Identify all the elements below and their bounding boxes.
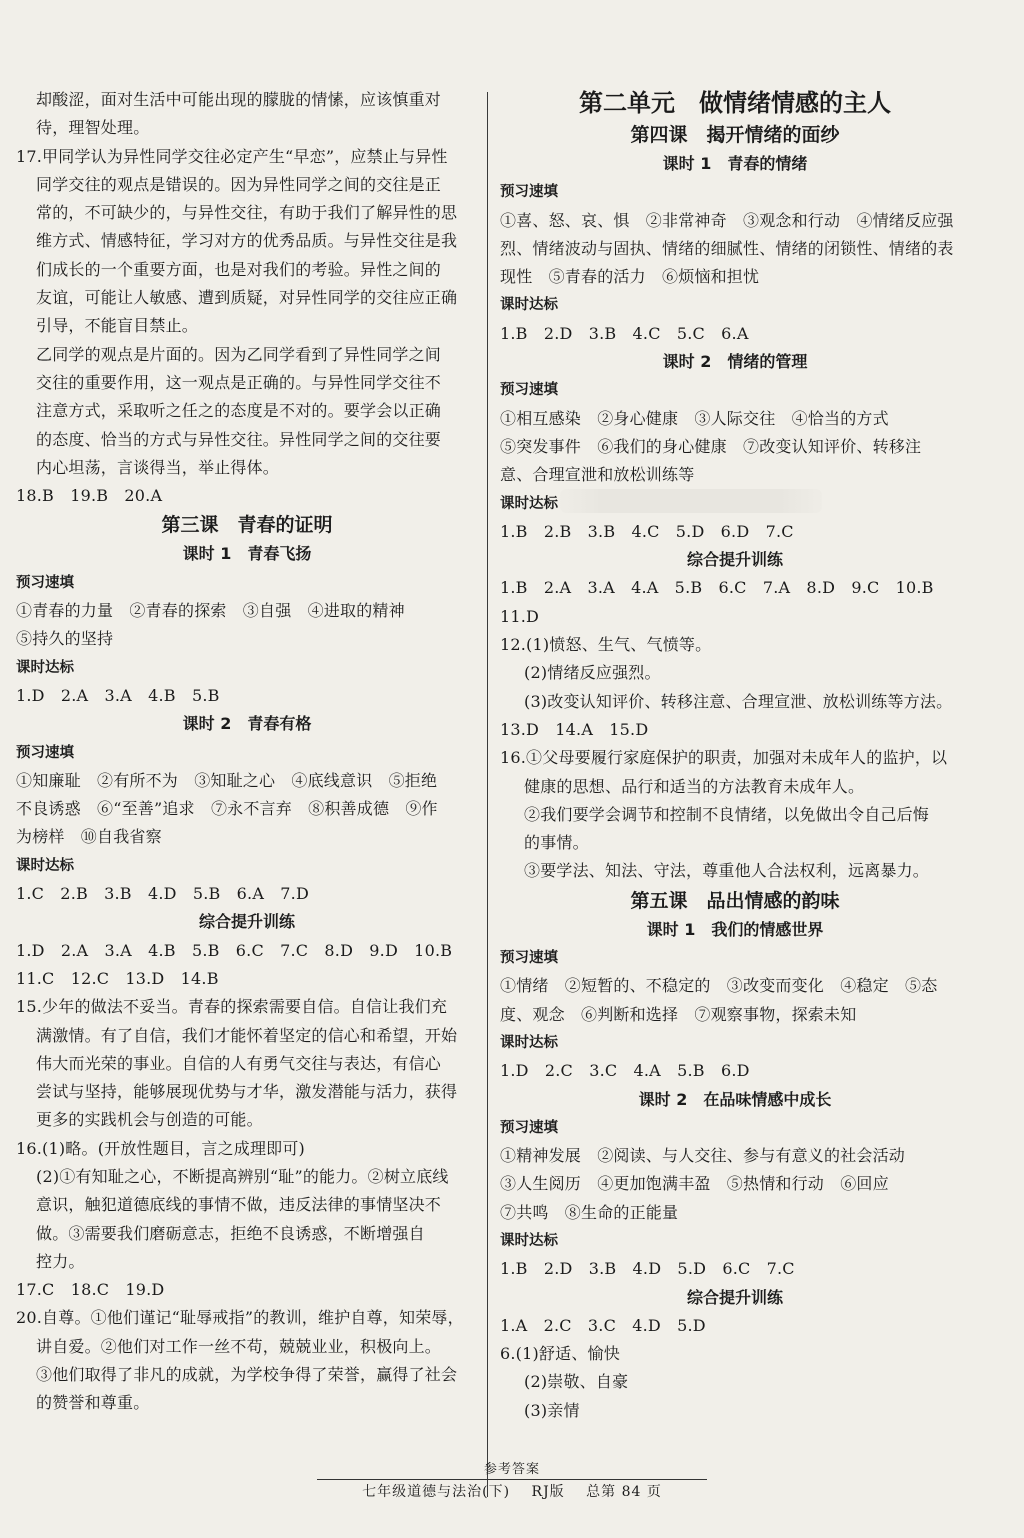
section-label: 课时达标 bbox=[16, 659, 74, 676]
text-line: 尝试与坚持，能够展现优势与才华，激发潜能与活力，获得 bbox=[36, 1082, 458, 1102]
period-title: 课时 1 青春飞扬 bbox=[182, 544, 312, 564]
answer-line: 1.D 2.A 3.A 4.B 5.B bbox=[16, 685, 220, 705]
unit-2-title: 第二单元 做情绪情感的主人 bbox=[579, 89, 891, 117]
text-line: 意、合理宣泄和放松训练等 bbox=[500, 465, 695, 485]
text-line: ⑤突发事件 ⑥我们的身心健康 ⑦改变认知评价、转移注 bbox=[500, 436, 922, 456]
text-line: 们成长的一个重要方面，也是对我们的考验。异性之间的 bbox=[36, 259, 442, 279]
period-title: 课时 2 在品味情感中成长 bbox=[638, 1089, 832, 1109]
section-label: 预习速填 bbox=[16, 744, 74, 761]
section-title: 综合提升训练 bbox=[686, 550, 783, 570]
answer-16: 16.(1)略。(开放性题目，言之成理即可) bbox=[16, 1138, 305, 1158]
text-line: 讲自爱。②他们对工作一丝不苟，兢兢业业，积极向上。 bbox=[36, 1336, 442, 1356]
section-label: 课时达标 bbox=[500, 495, 558, 512]
section-label: 预习速填 bbox=[500, 184, 558, 201]
footer-grade: 七年级道德与法治(下) bbox=[362, 1484, 511, 1500]
section-label: 预习速填 bbox=[500, 1119, 558, 1136]
text-line: 伟大而光荣的事业。自信的人有勇气交往与表达，有信心 bbox=[36, 1053, 442, 1073]
section-title: 综合提升训练 bbox=[198, 912, 295, 932]
section-title: 综合提升训练 bbox=[686, 1287, 783, 1307]
text-line: ⑦共鸣 ⑧生命的正能量 bbox=[500, 1202, 679, 1222]
text-line: 的赞誉和尊重。 bbox=[36, 1393, 150, 1413]
answer-line: 13.D 14.A 15.D bbox=[500, 719, 649, 739]
text-line: (3)亲情 bbox=[524, 1400, 580, 1420]
answer-line: 1.B 2.D 3.B 4.D 5.D 6.C 7.C bbox=[500, 1259, 795, 1279]
section-label: 预习速填 bbox=[500, 950, 558, 967]
text-line: 维方式、情感特征，学习对方的优秀品质。与异性交往是我 bbox=[36, 231, 458, 251]
section-label: 课时达标 bbox=[500, 297, 558, 314]
section-label: 课时达标 bbox=[500, 1034, 558, 1051]
answer-6: 6.(1)舒适、愉快 bbox=[500, 1344, 620, 1364]
answer-line: 11.C 12.C 13.D 14.B bbox=[16, 968, 219, 988]
text-line: ⑤持久的坚持 bbox=[16, 629, 114, 649]
text-line: ③人生阅历 ④更加饱满丰盈 ⑤热情和行动 ⑥回应 bbox=[500, 1174, 889, 1194]
answer-line: 1.B 2.D 3.B 4.C 5.C 6.A bbox=[500, 323, 749, 343]
text-line: ①相互感染 ②身心健康 ③人际交往 ④恰当的方式 bbox=[500, 408, 889, 428]
answer-15: 15.少年的做法不妥当。青春的探索需要自信。自信让我们充 bbox=[16, 997, 448, 1017]
answer-20: 20.自尊。①他们谨记“耻辱戒指”的教训，维护自尊，知荣辱， bbox=[16, 1308, 464, 1328]
answer-line: 1.C 2.B 3.B 4.D 5.B 6.A 7.D bbox=[16, 884, 309, 904]
text-line: ②我们要学会调节和控制不良情绪，以免做出令自己后悔 bbox=[524, 804, 930, 824]
text-line: (2)情绪反应强烈。 bbox=[524, 663, 661, 683]
text-line: (3)改变认知评价、转移注意、合理宣泄、放松训练等方法。 bbox=[524, 691, 953, 711]
left-column bbox=[16, 86, 478, 1418]
answer-line: 1.B 2.A 3.A 4.A 5.B 6.C 7.A 8.D 9.C 10.B bbox=[500, 578, 934, 598]
footer-info bbox=[0, 1482, 1024, 1502]
text-line: 控力。 bbox=[36, 1251, 85, 1271]
answer-line: 1.A 2.C 3.C 4.D 5.D bbox=[500, 1315, 706, 1335]
text-line: 更多的实践机会与创造的可能。 bbox=[36, 1110, 263, 1130]
text-line: ③他们取得了非凡的成就，为学校争得了荣誉，赢得了社会 bbox=[36, 1365, 458, 1385]
column-divider bbox=[487, 92, 488, 1497]
text-line: 引导，不能盲目禁止。 bbox=[36, 316, 199, 336]
footer-rule bbox=[317, 1479, 707, 1480]
text-line: ③要学法、知法、守法，尊重他人合法权利，远离暴力。 bbox=[524, 861, 930, 881]
text-line: 度、观念 ⑥判断和选择 ⑦观察事物，探索未知 bbox=[500, 1004, 857, 1024]
answer-line: 11.D bbox=[500, 606, 540, 626]
footer-page-number: 总第 84 页 bbox=[586, 1484, 662, 1500]
section-label: 课时达标 bbox=[500, 1232, 558, 1249]
text-line: 健康的思想、品行和适当的方法教育未成年人。 bbox=[524, 776, 865, 796]
lesson-3-title: 第三课 青春的证明 bbox=[161, 514, 333, 537]
answer-line: 1.D 2.C 3.C 4.A 5.B 6.D bbox=[500, 1061, 750, 1081]
text-line: 常的，不可缺少的，与异性交往，有助于我们了解异性的思 bbox=[36, 203, 458, 223]
answer-18-20: 18.B 19.B 20.A bbox=[16, 486, 163, 506]
text-line: ①青春的力量 ②青春的探索 ③自强 ④进取的精神 bbox=[16, 601, 405, 621]
text-line: 的事情。 bbox=[524, 833, 589, 853]
scan-smudge bbox=[560, 489, 822, 513]
answer-line: 1.D 2.A 3.A 4.B 5.B 6.C 7.C 8.D 9.D 10.B bbox=[16, 940, 453, 960]
section-label: 课时达标 bbox=[16, 857, 74, 874]
text-line: 交往的重要作用，这一观点是正确的。与异性同学交往不 bbox=[36, 372, 442, 392]
answer-17: 17.甲同学认为异性同学交往必定产生“早恋”，应禁止与异性 bbox=[16, 146, 448, 166]
period-title: 课时 1 青春的情绪 bbox=[662, 154, 808, 173]
text-line: 满激情。有了自信，我们才能怀着坚定的信心和希望，开始 bbox=[36, 1025, 458, 1045]
text-line: ①情绪 ②短暂的、不稳定的 ③改变而变化 ④稳定 ⑤态 bbox=[500, 976, 938, 996]
period-title: 课时 2 青春有格 bbox=[182, 714, 312, 734]
text-line: 不良诱惑 ⑥“至善”追求 ⑦永不言弃 ⑧积善成德 ⑨作 bbox=[16, 799, 438, 819]
text-line: (2)①有知耻之心，不断提高辨别“耻”的能力。②树立底线 bbox=[36, 1166, 449, 1186]
text-line: 注意方式，采取听之任之的态度是不对的。要学会以正确 bbox=[36, 401, 442, 421]
right-column bbox=[500, 86, 970, 1425]
footer-edition: RJ版 bbox=[531, 1484, 565, 1500]
section-label: 预习速填 bbox=[500, 382, 558, 399]
section-label: 预习速填 bbox=[16, 574, 74, 591]
text-line: 现性 ⑤青春的活力 ⑥烦恼和担忧 bbox=[500, 267, 760, 287]
text-line: 做。③需要我们磨砺意志，拒绝不良诱惑，不断增强自 bbox=[36, 1223, 425, 1243]
text-line: 内心坦荡，言谈得当，举止得体。 bbox=[36, 457, 280, 477]
text-line: 待，理智处理。 bbox=[36, 118, 150, 138]
text-line: (2)崇敬、自豪 bbox=[524, 1372, 629, 1392]
text-line: 友谊，可能让人敏感、遭到质疑，对异性同学的交往应正确 bbox=[36, 288, 458, 308]
answer-12: 12.(1)愤怒、生气、气愤等。 bbox=[500, 635, 712, 655]
text-line: 的态度、恰当的方式与异性交往。异性同学之间的交往要 bbox=[36, 429, 442, 449]
text-line: 烈、情绪波动与固执、情绪的细腻性、情绪的闭锁性、情绪的表 bbox=[500, 238, 954, 258]
text-line: 乙同学的观点是片面的。因为乙同学看到了异性同学之间 bbox=[36, 344, 442, 364]
text-line: ①知廉耻 ②有所不为 ③知耻之心 ④底线意识 ⑤拒绝 bbox=[16, 770, 438, 790]
answer-line: 17.C 18.C 19.D bbox=[16, 1280, 165, 1300]
text-line: 同学交往的观点是错误的。因为异性同学之间的交往是正 bbox=[36, 174, 442, 194]
text-line: ①喜、怒、哀、惧 ②非常神奇 ③观念和行动 ④情绪反应强 bbox=[500, 210, 954, 230]
period-title: 课时 2 情绪的管理 bbox=[662, 352, 808, 372]
text-line: 为榜样 ⑩自我省察 bbox=[16, 827, 162, 847]
footer-title: 参考答案 bbox=[483, 1462, 540, 1477]
page-footer bbox=[0, 1462, 1024, 1502]
text-line: ①精神发展 ②阅读、与人交往、参与有意义的社会活动 bbox=[500, 1146, 906, 1166]
period-title: 课时 1 我们的情感世界 bbox=[646, 919, 824, 939]
lesson-4-title: 第四课 揭开情绪的面纱 bbox=[630, 124, 840, 146]
text-line: 意识，触犯道德底线的事情不做，违反法律的事情坚决不 bbox=[36, 1195, 442, 1215]
answer-16: 16.①父母要履行家庭保护的职责，加强对未成年人的监护，以 bbox=[500, 748, 948, 768]
text-line: 却酸涩，面对生活中可能出现的朦胧的情愫，应该慎重对 bbox=[36, 90, 442, 109]
answer-line: 1.B 2.B 3.B 4.C 5.D 6.D 7.C bbox=[500, 521, 794, 541]
lesson-5-title: 第五课 品出情感的韵味 bbox=[630, 889, 840, 912]
